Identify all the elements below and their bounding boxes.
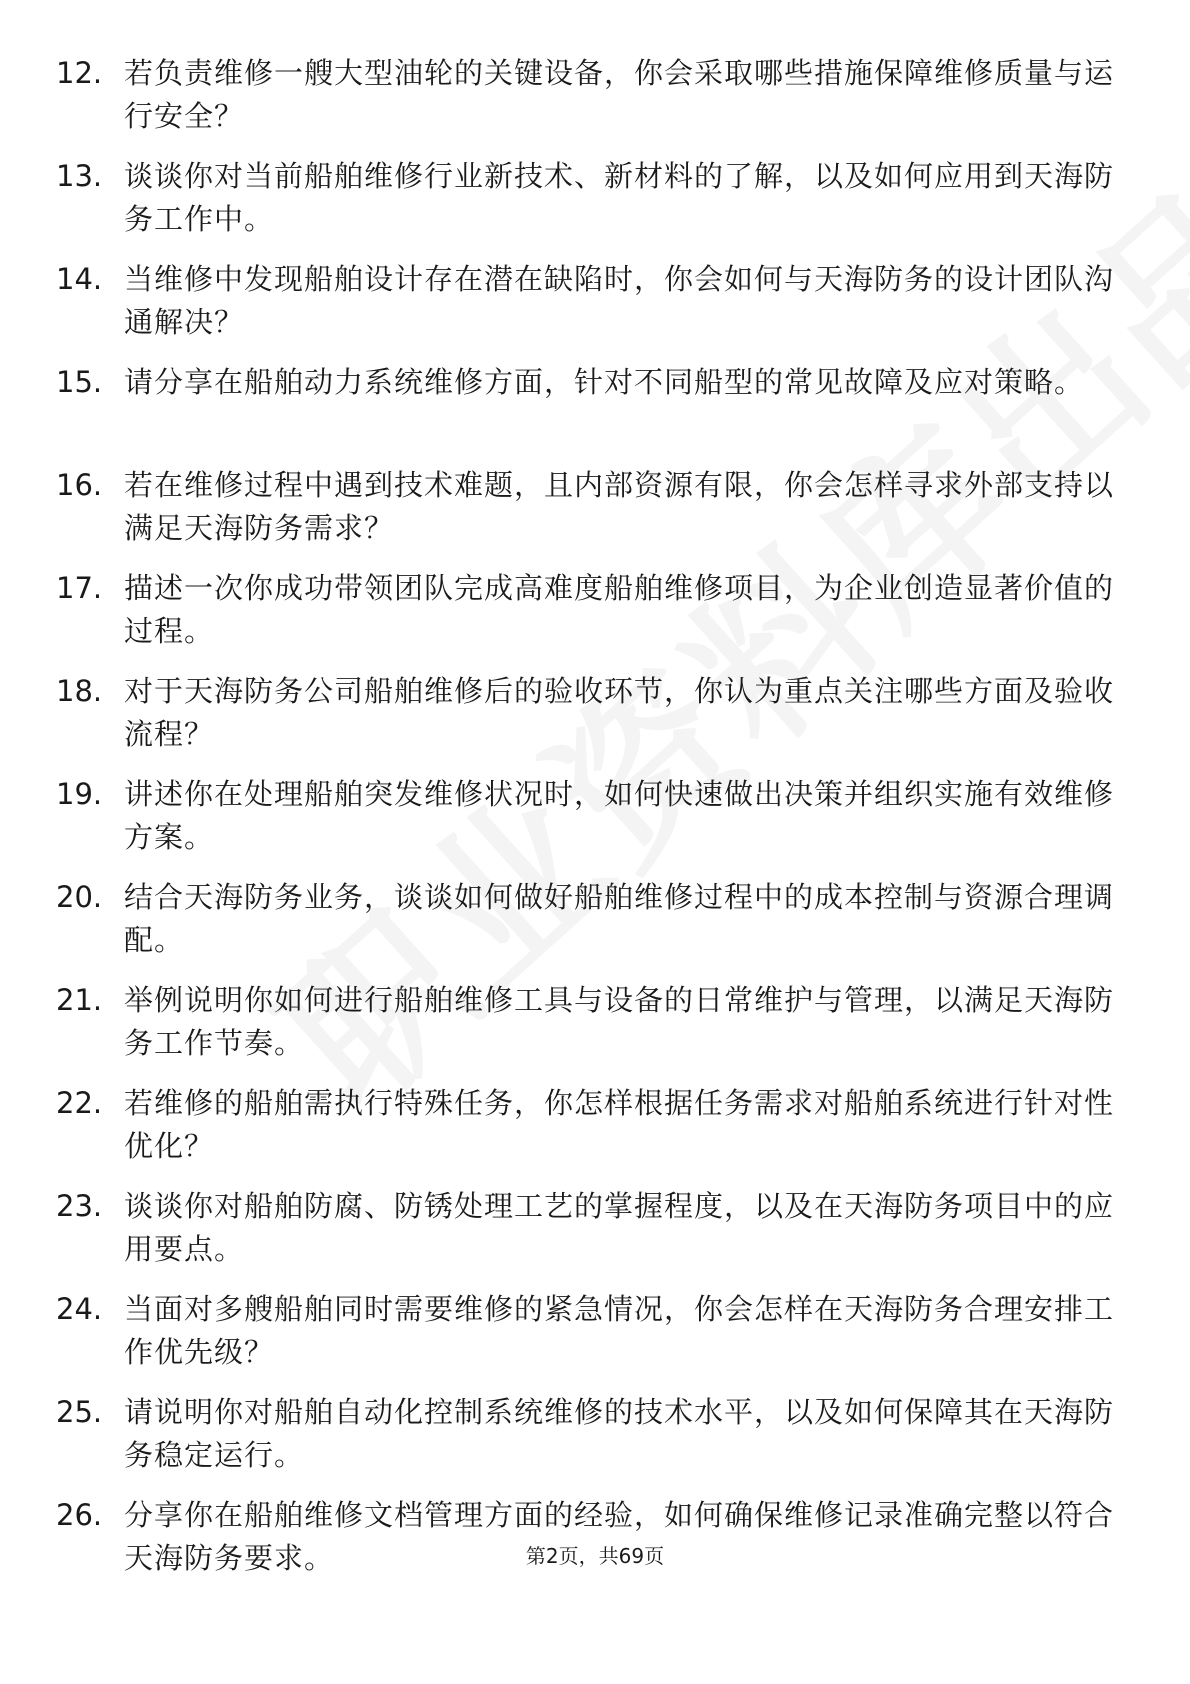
question-item [56,52,1116,148]
question-item [56,1082,1116,1178]
question-item [56,876,1116,972]
question-text: 若维修的船舶需执行特殊任务，你怎样根据任务需求对船舶系统进行针对性优化？ [124,1086,1115,1163]
question-text: 结合天海防务业务，谈谈如何做好船舶维修过程中的成本控制与资源合理调配。 [124,880,1115,957]
question-item [56,464,1116,560]
question-item [56,567,1116,663]
page-footer: 第2页，共69页 [525,1544,665,1568]
question-number: 22. [56,1086,103,1120]
question-number: 18. [56,674,103,708]
question-item [56,155,1116,251]
question-number: 19. [56,777,103,811]
question-number: 12. [56,56,103,90]
question-text: 若负责维修一艘大型油轮的关键设备，你会采取哪些措施保障维修质量与运行安全？ [124,56,1115,133]
question-item [56,361,1116,457]
question-text: 谈谈你对当前船舶维修行业新技术、新材料的了解，以及如何应用到天海防务工作中。 [124,159,1115,236]
question-number: 16. [56,468,103,502]
question-item [56,1185,1116,1281]
question-item [56,1391,1116,1487]
question-number: 25. [56,1395,103,1429]
question-text: 描述一次你成功带领团队完成高难度船舶维修项目，为企业创造显著价值的过程。 [124,571,1115,648]
question-item [56,1288,1116,1384]
question-text: 谈谈你对船舶防腐、防锈处理工艺的掌握程度，以及在天海防务项目中的应用要点。 [124,1189,1115,1266]
question-number: 13. [56,159,103,193]
question-text: 请分享在船舶动力系统维修方面，针对不同船型的常见故障及应对策略。 [124,365,1085,399]
question-number: 24. [56,1292,103,1326]
question-number: 20. [56,880,103,914]
question-text: 若在维修过程中遇到技术难题，且内部资源有限，你会怎样寻求外部支持以满足天海防务需求？ [124,468,1115,545]
question-number: 23. [56,1189,103,1223]
question-number: 15. [56,365,103,399]
question-item [56,258,1116,354]
question-text: 对于天海防务公司船舶维修后的验收环节，你认为重点关注哪些方面及验收流程？ [124,674,1115,751]
question-text: 当维修中发现船舶设计存在潜在缺陷时，你会如何与天海防务的设计团队沟通解决？ [124,262,1115,339]
question-number: 21. [56,983,103,1017]
question-text: 请说明你对船舶自动化控制系统维修的技术水平，以及如何保障其在天海防务稳定运行。 [124,1395,1115,1472]
question-text: 讲述你在处理船舶突发维修状况时，如何快速做出决策并组织实施有效维修方案。 [124,777,1115,854]
question-number: 14. [56,262,103,296]
question-list [56,52,1116,1597]
question-text: 当面对多艘船舶同时需要维修的紧急情况，你会怎样在天海防务合理安排工作优先级？ [124,1292,1115,1369]
question-text: 分享你在船舶维修文档管理方面的经验，如何确保维修记录准确完整以符合天海防务要求。 [124,1498,1115,1575]
question-text: 举例说明你如何进行船舶维修工具与设备的日常维护与管理，以满足天海防务工作节奏。 [124,983,1115,1060]
question-number: 26. [56,1498,103,1532]
question-item [56,773,1116,869]
question-item [56,979,1116,1075]
question-number: 17. [56,571,103,605]
question-item [56,670,1116,766]
